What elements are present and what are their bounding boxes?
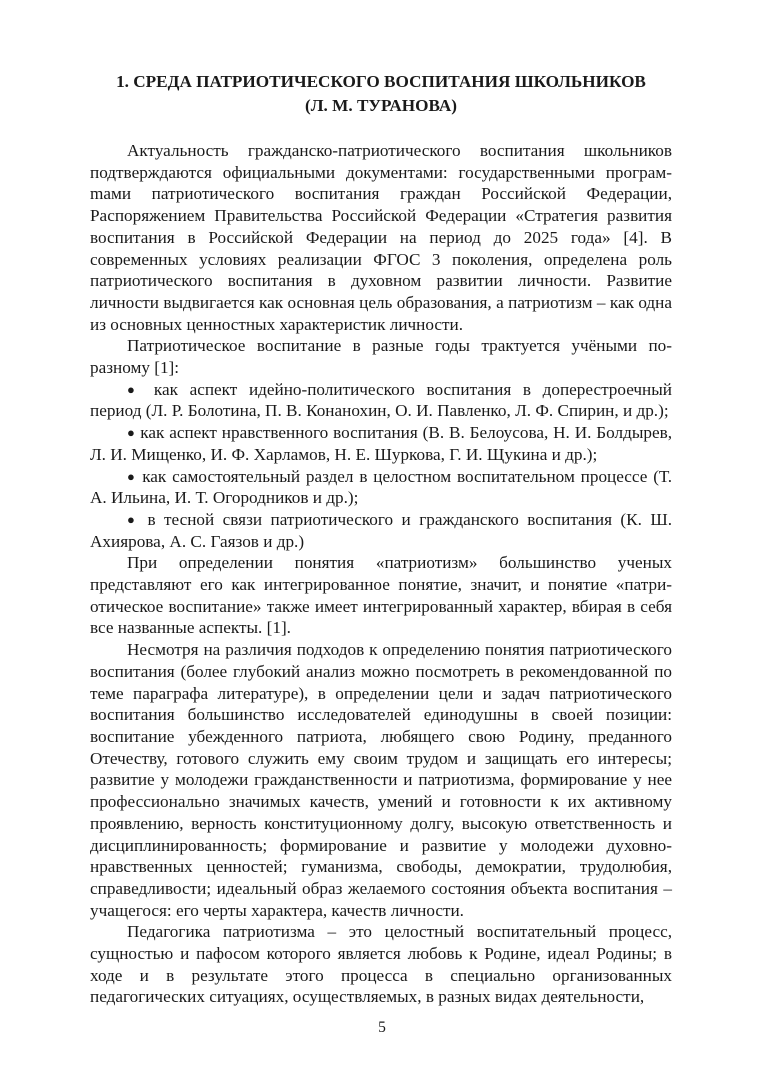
bullet-icon: ● bbox=[127, 468, 137, 484]
page-content bbox=[90, 70, 672, 1008]
bullet-item bbox=[90, 466, 672, 509]
paragraph: При определении понятия «патриотизм» большинство ученых представляют его как интегрированное понятие, значит, и понятие «патриотическое воспитание» также имеет интегрированный характер, вбирая в себя все названные аспекты. [1]. bbox=[90, 553, 672, 638]
bullet-icon: ● bbox=[127, 511, 140, 527]
bullet-icon: ● bbox=[127, 381, 143, 397]
paragraph: Несмотря на различия подходов к определению понятия патриотического воспитания (более глубокий анализ можно посмотреть в рекомендованной по теме параграфа литературе), в определении цели и задач патриотического воспитания большинство исследователей единодушны в своей позиции: воспитание убежденного патриота, любящего свою Родину, преданного Отечеству, готового служить ему своим трудом и защищать его интересы; развитие у молодежи гражданственности и патриотизма, формирование у нее профессионально значимых качеств, умений и готовности к их активному проявлению, верность конституционному долгу, высокую ответственность и дисциплинированность; формирование и развитие у молодежи духовно-нравственных ценностей; гуманизма, свободы, демократии, трудолюбия, справедливости; идеальный образ желаемого состояния объекта воспитания – учащегося: его черты характера, качеств личности. bbox=[90, 640, 672, 920]
paragraph: Актуальность гражданско-патриотического воспитания школьников подтверждаются официальными документами: государственными програмmами патриотического воспитания граждан Российской Федерации, Распоряжением Правительства Российской Федерации «Стратегия развития воспитания в Российской Федерации на период до 2025 года» [4]. В современных условиях реализации ФГОС 3 поколения, определена роль патриотического воспитания в духовном развитии личности. Развитие личности выдвигается как основная цель образования, а патриотизм – как одна из основных ценностных характеристик личности. bbox=[90, 141, 672, 334]
section-title-line-2: (Л. М. ТУРАНОВА) bbox=[305, 96, 457, 115]
section-title bbox=[90, 70, 672, 118]
paragraph: Патриотическое воспитание в разные годы трактуется учёными по-разному [1]: bbox=[90, 336, 672, 378]
bullet-text: в тесной связи патриотического и гражданского воспитания (К. Ш. Ахиярова, А. С. Гаязов и др.) bbox=[90, 509, 673, 551]
bullet-text: как самостоятельный раздел в целостном воспитательном процессе (Т. А. Ильина, И. Т. Огородников и др.); bbox=[90, 466, 672, 508]
page-number: 5 bbox=[378, 1019, 386, 1036]
bullet-text: как аспект идейно-политического воспитания в доперестроечный период (Л. Р. Болотина, П. В. Конанохин, О. И. Павленко, Л. Ф. Спирин, и др.); bbox=[90, 379, 672, 421]
bullet-item bbox=[90, 379, 672, 422]
section-title-line-1: 1. СРЕДА ПАТРИОТИЧЕСКОГО ВОСПИТАНИЯ ШКОЛЬНИКОВ bbox=[116, 72, 646, 91]
bullet-item bbox=[90, 509, 672, 552]
bullet-icon: ● bbox=[127, 425, 136, 441]
bullet-item bbox=[90, 422, 672, 465]
bullet-text: как аспект нравственного воспитания (В. В. Белоусова, Н. И. Болдырев, Л. И. Мищенко, И. Ф. Харламов, Н. Е. Шуркова, Г. И. Щукина и др.); bbox=[90, 423, 672, 464]
paragraph: Педагогика патриотизма – это целостный воспитательный процесс, сущностью и пафосом которого является любовь к Родине, идеал Родины; в ходе и в результате этого процесса в специально организованных педагогических ситуациях, осуществляемых, в разных видах деятельности, bbox=[90, 922, 672, 1007]
